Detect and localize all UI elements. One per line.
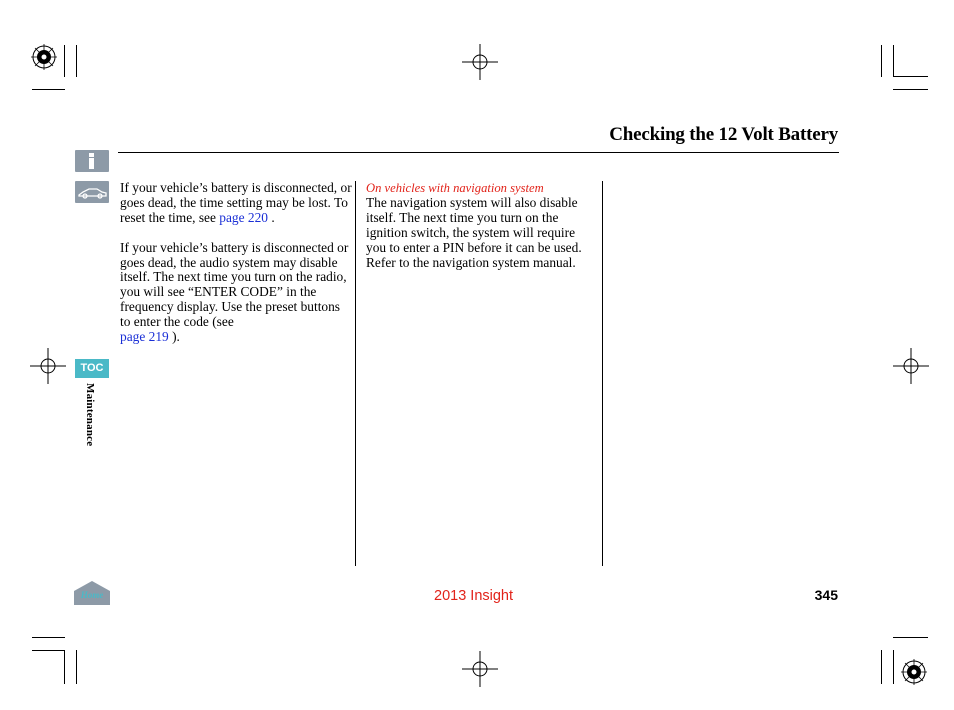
crop-line [32, 637, 65, 638]
toc-button[interactable]: TOC [75, 359, 109, 378]
info-button[interactable] [75, 150, 109, 172]
page-number: 345 [814, 587, 838, 603]
page-219-link[interactable]: page 219 [120, 329, 169, 345]
registration-mark-left [30, 348, 66, 384]
svg-text:Home: Home [80, 590, 104, 600]
paragraph-time-reset: If your vehicle’s battery is disconnected, or goes dead, the time setting may be lost. To reset the time, see page 220 . [120, 180, 352, 225]
car-button[interactable] [75, 181, 109, 203]
crop-line [893, 650, 894, 684]
info-icon [75, 150, 109, 172]
section-label: Maintenance [84, 383, 96, 447]
title-rule [118, 152, 839, 153]
footer-model: 2013 Insight [434, 588, 514, 604]
crop-line [32, 89, 65, 90]
crop-line [893, 89, 928, 90]
crop-line [64, 650, 65, 684]
page-220-link[interactable]: page 220 [219, 209, 268, 225]
column-divider [355, 181, 356, 566]
paragraph-audio-code: If your vehicle’s battery is disconnected or goes dead, the audio system may disable itself. The next time you turn on the radio, you will see “ENTER CODE” in the frequency display. Use the preset buttons to enter the code (see page 219 ). [120, 239, 349, 345]
registration-mark-right [893, 348, 929, 384]
crop-line [893, 45, 894, 77]
registration-mark-bottom-right [900, 658, 930, 688]
crop-line [893, 76, 928, 77]
crop-line [881, 45, 882, 77]
home-icon [74, 581, 110, 605]
navigation-heading: On vehicles with navigation system [366, 181, 544, 195]
crop-line [64, 45, 65, 77]
registration-mark-bottom-center [462, 651, 498, 687]
crop-line [76, 45, 77, 77]
text-column-left [120, 181, 352, 345]
column-divider [602, 181, 603, 566]
registration-mark-top-center [462, 44, 498, 80]
page-title: Checking the 12 Volt Battery [609, 124, 838, 145]
crop-line [32, 650, 65, 651]
crop-line [881, 650, 882, 684]
car-icon [75, 181, 109, 203]
text-column-middle [366, 181, 598, 270]
paragraph-navigation: The navigation system will also disable itself. The next time you turn on the ignition switch, the system will require you to enter a PIN before it can be used. Refer to the navigation system manual. [366, 194, 582, 270]
crop-line [893, 637, 928, 638]
home-button[interactable] [74, 581, 110, 605]
crop-line [76, 650, 77, 684]
